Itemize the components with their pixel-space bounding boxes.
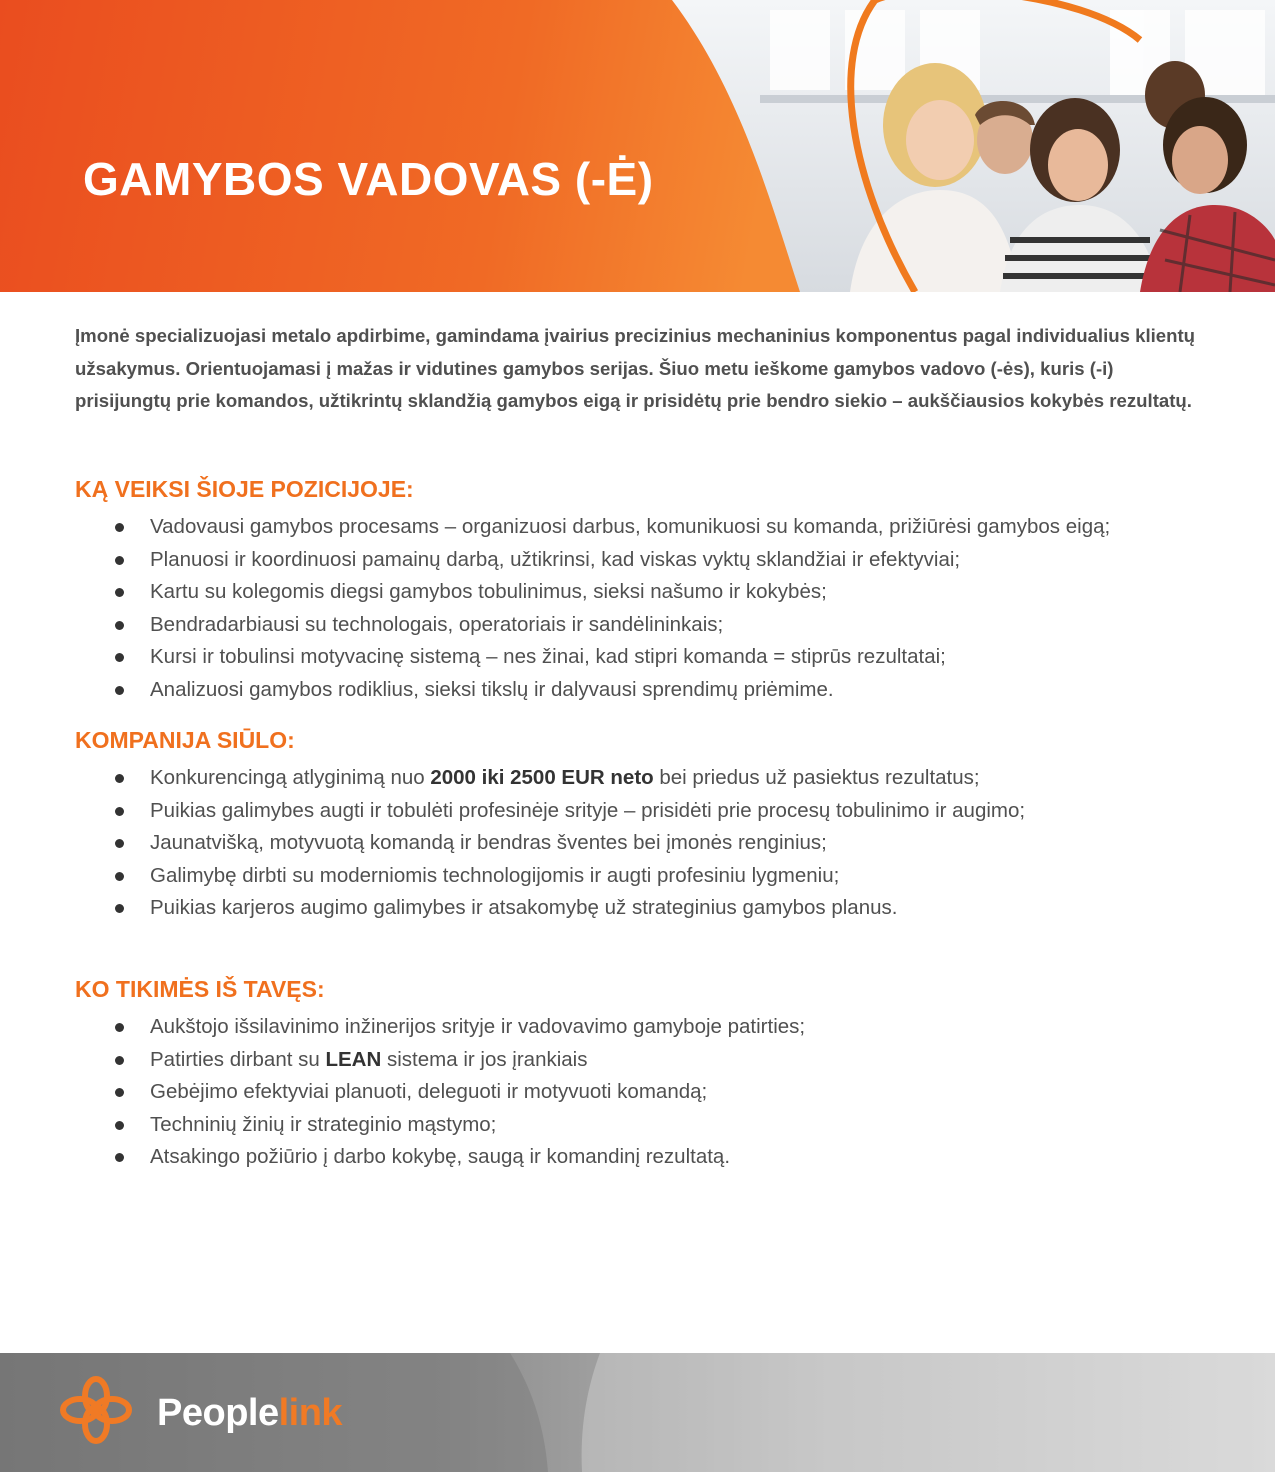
list-item: Puikias galimybes augti ir tobulėti profesinėje srityje – prisidėti prie procesų tobulinimo ir augimo; [110, 795, 1250, 828]
list-item: Kartu su kolegomis diegsi gamybos tobulinimus, sieksi našumo ir kokybės; [110, 576, 1250, 609]
list-item: Bendradarbiausi su technologais, operatoriais ir sandėlininkais; [110, 609, 1250, 642]
responsibilities-list [110, 511, 1250, 706]
list-item: Planuosi ir koordinuosi pamainų darbą, užtikrinsi, kad viskas vyktų sklandžiai ir efektyviai; [110, 544, 1250, 577]
bullet-icon [115, 686, 124, 695]
list-item: Jaunatvišką, motyvuotą komandą ir bendras šventes bei įmonės renginius; [110, 827, 1250, 860]
bullet-icon [115, 872, 124, 881]
bullet-icon [115, 1153, 124, 1162]
list-item: Aukštojo išsilavinimo inžinerijos srityje ir vadovavimo gamyboje patirties; [110, 1011, 1250, 1044]
section-heading-responsibilities: KĄ VEIKSI ŠIOJE POZICIJOJE: [75, 476, 414, 502]
peoplelink-logo: Peoplelink [157, 1392, 343, 1434]
team-photo [0, 0, 1275, 292]
list-item: Vadovausi gamybos procesams – organizuosi darbus, komunikuosi su komanda, prižiūrėsi gamybos eigą; [110, 511, 1250, 544]
header-banner [0, 0, 1275, 292]
bullet-icon [115, 839, 124, 848]
requirements-list [110, 1011, 1250, 1174]
list-item: Galimybę dirbti su moderniomis technologijomis ir augti profesiniu lygmeniu; [110, 860, 1250, 893]
section-heading-offer: KOMPANIJA SIŪLO: [75, 727, 295, 753]
list-item: Puikias karjeros augimo galimybes ir atsakomybę už strateginius gamybos planus. [110, 892, 1250, 925]
company-intro: Įmonė specializuojasi metalo apdirbime, gamindama įvairius precizinius mechaninius komponentus pagal individualius klientų užsakymus. Orientuojamasi į mažas ir vidutines gamybos serijas. Šiuo metu ieškome gamybos vadovo (-ės), kuris (-i) prisijungtų prie komandos, užtikrintų sklandžią gamybos eigą ir prisidėtų prie bendro siekio – aukščiausios kokybės rezultatų. [75, 325, 1196, 411]
bullet-icon [115, 774, 124, 783]
bullet-icon [115, 1121, 124, 1130]
bullet-icon [115, 807, 124, 816]
bullet-icon [115, 556, 124, 565]
list-item: Atsakingo požiūrio į darbo kokybę, saugą ir komandinį rezultatą. [110, 1141, 1250, 1174]
bullet-icon [115, 621, 124, 630]
list-item: Analizuosi gamybos rodiklius, sieksi tikslų ir dalyvausi sprendimų priėmime. [110, 674, 1250, 707]
salary-range: 2000 iki 2500 EUR neto [430, 766, 654, 789]
page-title: GAMYBOS VADOVAS (-Ė) [83, 153, 654, 205]
list-item: Techninių žinių ir strateginio mąstymo; [110, 1109, 1250, 1142]
offer-list [110, 762, 1250, 925]
bullet-icon [115, 1088, 124, 1097]
bullet-icon [115, 523, 124, 532]
list-item: Patirties dirbant su LEAN sistema ir jos įrankiais [110, 1044, 1250, 1077]
bullet-icon [115, 588, 124, 597]
section-heading-requirements: KO TIKIMĖS IŠ TAVĘS: [75, 976, 325, 1002]
lean-keyword: LEAN [325, 1047, 382, 1071]
bullet-icon [115, 1023, 124, 1032]
list-item: Kursi ir tobulinsi motyvacinę sistemą – nes žinai, kad stipri komanda = stiprūs rezultatai; [110, 641, 1250, 674]
bullet-icon [115, 653, 124, 662]
bullet-icon [115, 1056, 124, 1065]
list-item: Gebėjimo efektyviai planuoti, deleguoti ir motyvuoti komandą; [110, 1076, 1250, 1109]
peoplelink-logo-icon [60, 1374, 132, 1446]
list-item: Konkurencingą atlyginimą nuo 2000 iki 2500 EUR neto bei priedus už pasiektus rezultatus; [110, 762, 1250, 795]
bullet-icon [115, 904, 124, 913]
